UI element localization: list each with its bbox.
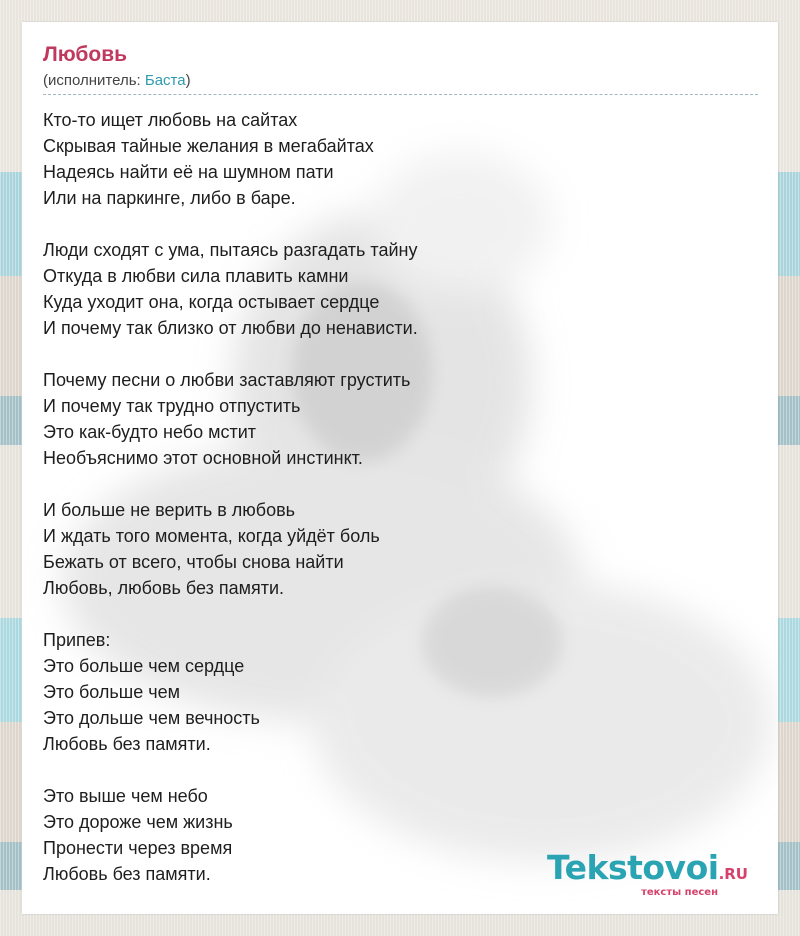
lyric-line: Или на паркинге, либо в баре.	[43, 188, 296, 208]
lyric-line: Это больше чем сердце	[43, 656, 245, 676]
logo-name: Tekstovoi	[547, 848, 719, 887]
song-title: Любовь	[43, 43, 128, 66]
stanza-gap	[43, 341, 758, 367]
lyric-line: Скрывая тайные желания в мегабайтах	[43, 136, 374, 156]
divider	[43, 94, 758, 95]
lyrics-card	[22, 22, 778, 914]
lyric-line: Бежать от всего, чтобы снова найти	[43, 552, 344, 572]
stanza-gap	[43, 757, 758, 783]
logo-tagline: тексты песен	[641, 887, 718, 898]
lyric-line: Откуда в любви сила плавить камни	[43, 266, 349, 286]
lyric-line: Необъяснимо этот основной инстинкт.	[43, 448, 363, 468]
lyrics-text	[43, 107, 758, 887]
site-logo[interactable]	[547, 848, 748, 898]
lyric-line: Это как-будто небо мстит	[43, 422, 257, 442]
lyric-line: Это выше чем небо	[43, 786, 208, 806]
lyric-line: И ждать того момента, когда уйдёт боль	[43, 526, 380, 546]
lyric-line: Кто-то ищет любовь на сайтах	[43, 110, 298, 130]
lyric-line: Любовь без памяти.	[43, 864, 211, 884]
chorus-label: Припев:	[43, 630, 111, 650]
lyric-line: Это дольше чем вечность	[43, 708, 260, 728]
stanza-gap	[43, 601, 758, 627]
stanza-gap	[43, 471, 758, 497]
lyric-line: Люди сходят с ума, пытаясь разгадать тайну	[43, 240, 418, 260]
lyric-line: Куда уходит она, когда остывает сердце	[43, 292, 380, 312]
content	[43, 42, 758, 887]
lyric-line: Любовь, любовь без памяти.	[43, 578, 284, 598]
stanza-gap	[43, 211, 758, 237]
artist-prefix: (исполнитель:	[43, 72, 145, 89]
lyric-line: Надеясь найти её на шумном пати	[43, 162, 334, 182]
lyric-line: Пронести через время	[43, 838, 233, 858]
lyric-line: Это дороже чем жизнь	[43, 812, 233, 832]
logo-tld: .RU	[718, 865, 748, 883]
artist-line	[43, 72, 758, 90]
lyric-line: Почему песни о любви заставляют грустить	[43, 370, 411, 390]
lyric-line: И почему так близко от любви до ненависти.	[43, 318, 418, 338]
artist-link[interactable]: Баста	[144, 72, 186, 89]
lyric-line: И больше не верить в любовь	[43, 500, 296, 520]
lyric-line: И почему так трудно отпустить	[43, 396, 301, 416]
lyric-line: Это больше чем	[43, 682, 181, 702]
lyric-line: Любовь без памяти.	[43, 734, 211, 754]
logo-wordmark	[547, 848, 748, 891]
artist-suffix: )	[185, 72, 191, 89]
